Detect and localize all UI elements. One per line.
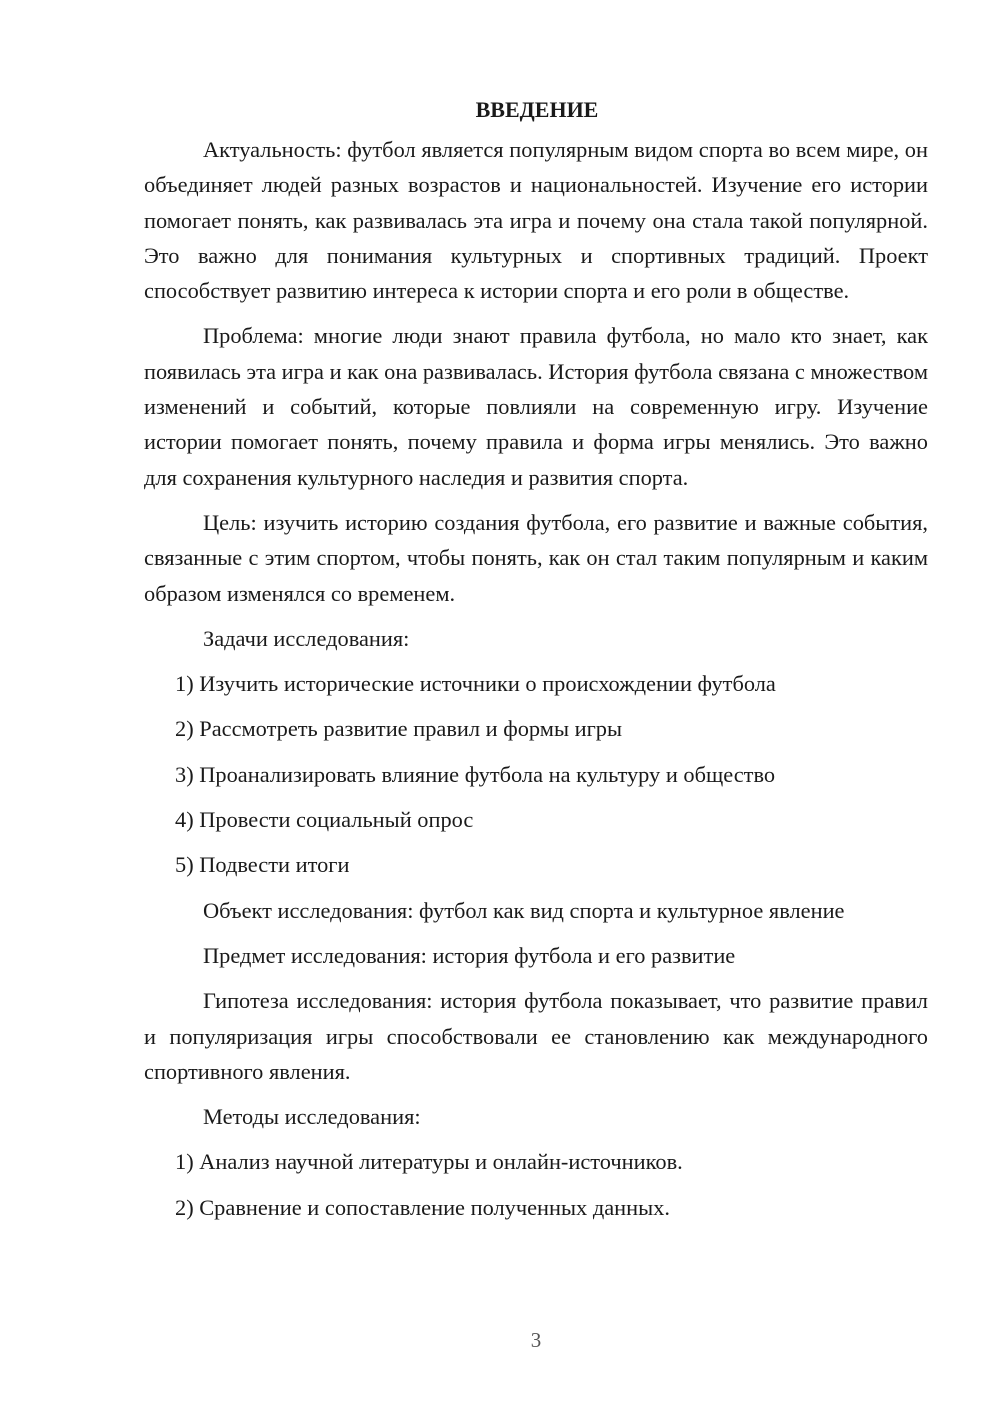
task-item-5: 5) Подвести итоги <box>175 852 350 878</box>
relevance-paragraph: Актуальность: футбол является популярным видом спорта во всем мире, он объединяет людей разных возрастов и национальностей. Изучение его истории помогает понять, как развивалась эта игра и почему она стала такой популярной. Это важно для понимания культурных и спортивных традиций. Проект способствует развитию интереса к истории спорта и его роли в обществе. <box>144 137 928 304</box>
subject-paragraph: Предмет исследования: история футбола и его развитие <box>203 942 736 968</box>
task-item-4: 4) Провести социальный опрос <box>175 807 474 833</box>
goal-paragraph: Цель: изучить историю создания футбола, его развитие и важные события, связанные с этим спортом, чтобы понять, как он стал таким популярным и каким образом изменялся со временем. <box>144 509 928 606</box>
page-number: 3 <box>530 1328 542 1352</box>
hypothesis-paragraph: Гипотеза исследования: история футбола показывает, что развитие правил и популяризация игры способствовали ее становлению как международного спортивного явления. <box>144 988 928 1084</box>
document-page <box>144 92 928 1235</box>
method-item-2: 2) Сравнение и сопоставление полученных данных. <box>175 1194 670 1220</box>
task-item-1: 1) Изучить исторические источники о происхождении футбола <box>175 671 776 697</box>
method-item-1: 1) Анализ научной литературы и онлайн-источников. <box>175 1149 683 1175</box>
task-item-3: 3) Проанализировать влияние футбола на культуру и общество <box>175 761 776 787</box>
task-item-2: 2) Рассмотреть развитие правил и формы игры <box>175 716 623 742</box>
methods-heading: Методы исследования: <box>203 1104 421 1130</box>
page-title: ВВЕДЕНИЕ <box>475 97 599 122</box>
problem-paragraph: Проблема: многие люди знают правила футбола, но мало кто знает, как появилась эта игра и как она развивалась. История футбола связана с множеством изменений и событий, которые повлияли на современную игру. Изучение истории помогает понять, почему правила и форма игры менялись. Это важно для сохранения культурного наследия и развития спорта. <box>144 323 928 490</box>
object-paragraph: Объект исследования: футбол как вид спорта и культурное явление <box>203 897 845 923</box>
tasks-heading: Задачи исследования: <box>203 625 410 651</box>
